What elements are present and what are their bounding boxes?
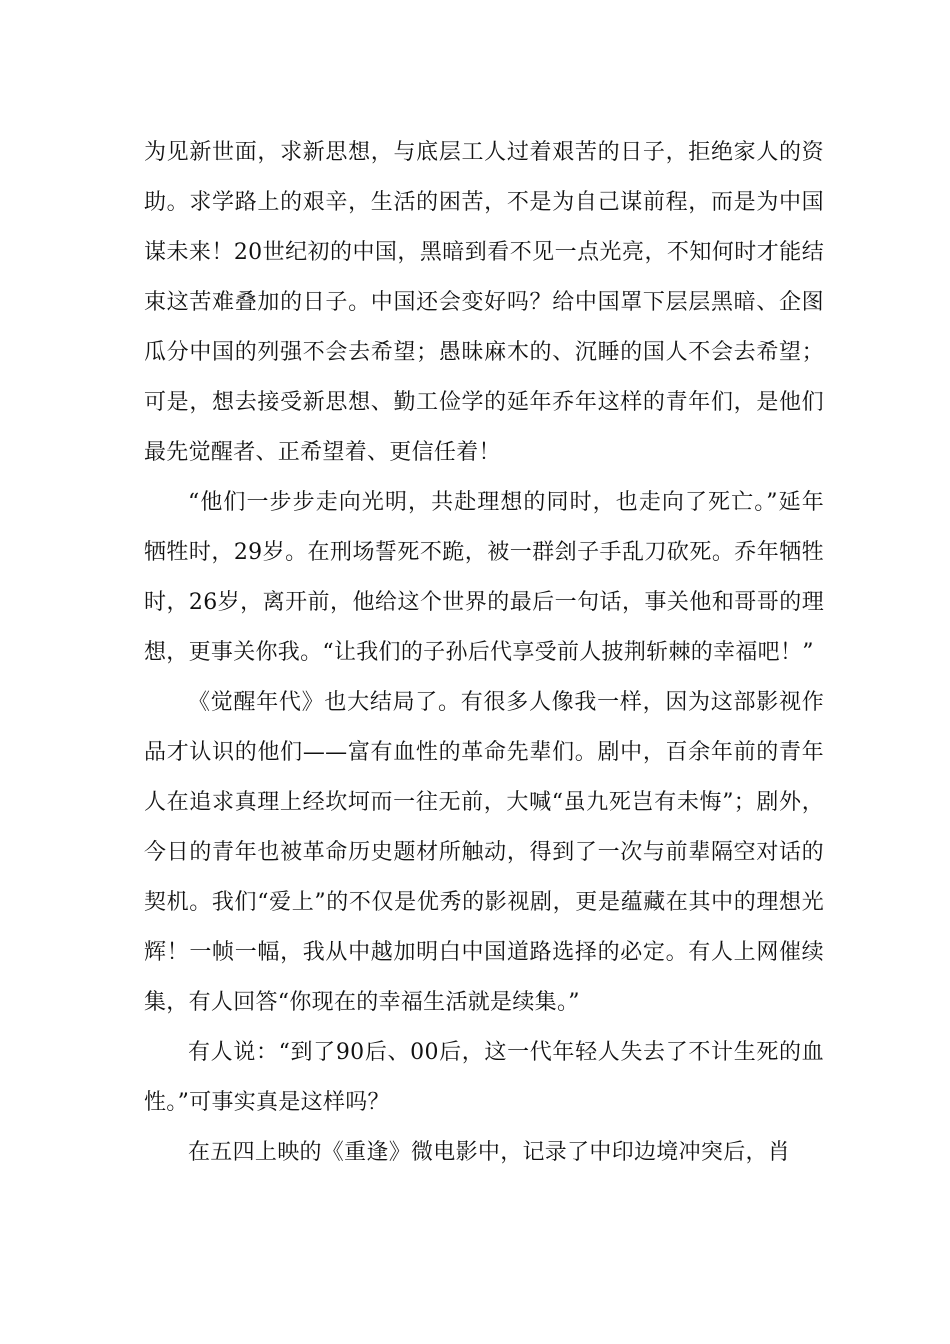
paragraph-1: 为见新世面，求新思想，与底层工人过着艰苦的日子，拒绝家人的资助。求学路上的艰辛，生活的困苦，不是为自己谋前程，而是为中国谋未来！20世纪初的中国，黑暗到看不见一点光亮，不知何时才能结束这苦难叠加的日子。中国还会变好吗？给中国罩下层层黑暗、企图瓜分中国的列强不会去希望；愚昧麻木的、沉睡的国人不会去希望；可是，想去接受新思想、勤工俭学的延年乔年这样的青年们，是他们最先觉醒者、正希望着、更信任着！ <box>144 140 824 465</box>
paragraph-5: 在五四上映的《重逢》微电影中，记录了中印边境冲突后，肖 <box>188 1140 791 1165</box>
paragraph-4: 有人说：“到了90后、00后，这一代年轻人失去了不计生死的血性。”可事实真是这样吗？ <box>144 1040 824 1115</box>
paragraph-3: 《觉醒年代》也大结局了。有很多人像我一样，因为这部影视作品才认识的他们——富有血性的革命先辈们。剧中，百余年前的青年人在追求真理上经坎坷而一往无前，大喊“虽九死岂有未悔”；剧外，今日的青年也被革命历史题材所触动，得到了一次与前辈隔空对话的契机。我们“爱上”的不仅是优秀的影视剧，更是蕴藏在其中的理想光辉！一帧一幅，我从中越加明白中国道路选择的必定。有人上网催续集，有人回答“你现在的幸福生活就是续集。” <box>144 690 824 1015</box>
body-text <box>144 128 824 1178</box>
paragraph-2: “他们一步步走向光明，共赴理想的同时，也走向了死亡。”延年牺牲时，29岁。在刑场誓死不跪，被一群刽子手乱刀砍死。乔年牺牲时，26岁，离开前，他给这个世界的最后一句话，事关他和哥哥的理想，更事关你我。“让我们的子孙后代享受前人披荆斩棘的幸福吧！” <box>144 490 824 665</box>
